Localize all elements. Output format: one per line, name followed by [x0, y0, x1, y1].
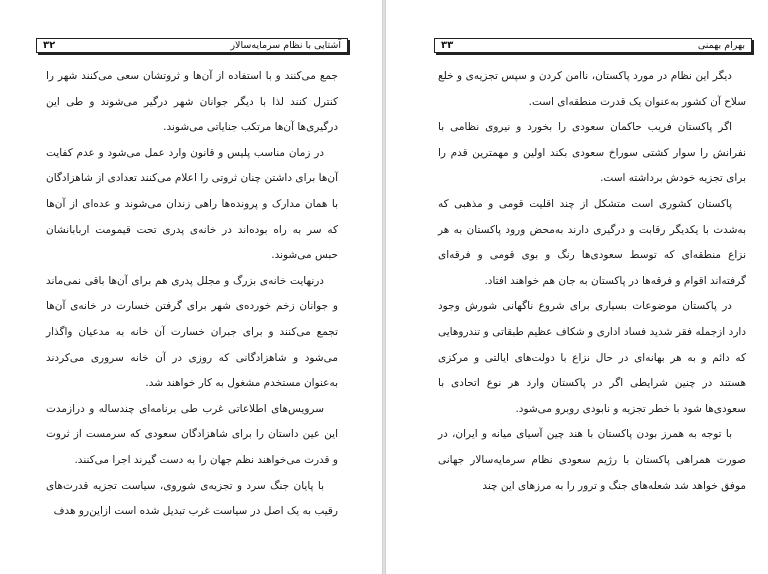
- paragraph: اگر پاکستان فریب حاکمان سعودی را بخورد و نیروی نظامی با نفرانش را سوار کشتی سوراخ سعودی بکند اولین و مهمترین قدم را برای تجزیه خودش برداشته است.: [438, 121, 746, 185]
- paragraph: جمع می‌کنند و با استفاده از آن‌ها و ثروتشان سعی می‌کنند شهر را کنترل کنند لذا با دیگر جوانان شهر درگیر می‌شوند و طی این درگیری‌ها آن‌ها مرتکب جنایاتی می‌شوند.: [46, 70, 338, 134]
- left-page-body: [46, 64, 338, 525]
- left-page: [0, 0, 382, 574]
- left-page-number: ۳۲: [43, 40, 56, 51]
- paragraph: پاکستان کشوری است متشکل از چند اقلیت قومی و مذهبی که به‌شدت با یکدیگر رقابت و درگیری دارند به‌محض ورود پاکستان به هر نزاع منطقه‌ای که توسط سعودی‌ها رنگ و بوی قومی و فرقه‌ای گرفته‌اند اقوام و فرقه‌ها در پاکستان به جان هم خواهند افتاد.: [438, 197, 746, 287]
- paragraph: با توجه به همرز بودن پاکستان با هند چین آسیای میانه و ایران، در صورت همراهی پاکستان با رژیم سعودی نظام سرمایه‌سالار جهانی موفق خواهد شد شعله‌های جنگ و ترور را به مرزهای این چند: [438, 428, 746, 492]
- paragraph: در زمان مناسب پلیس و قانون وارد عمل می‌شود و عدم کفایت آن‌ها برای داشتن چنان ثروتی را اعلام می‌کنند تعدادی از شاهزادگان با همان مدارک و پرونده‌ها راهی زندان می‌شوند و عده‌ای از آن‌ها که سر به راه بوده‌اند در خانه‌ی پدری تحت قیمومت اربابانشان حبس می‌شوند.: [46, 146, 338, 262]
- paragraph: دیگر این نظام در مورد پاکستان، ناامن کردن و سپس تجزیه‌ی و خلع سلاح آن کشور به‌عنوان یک قدرت منطقه‌ای است.: [438, 70, 746, 108]
- left-page-header-title: آشتایی با نظام سرمایه‌سالار: [230, 40, 341, 51]
- right-page-header-title: بهرام بهمنی: [697, 40, 745, 51]
- paragraph: سرویس‌های اطلاعاتی غرب طی برنامه‌ای چندساله و درازمدت این عین داستان را برای شاهزادگان سعودی که سرمست از ثروت و قدرت می‌خواهند نظم جهان را به دست گیرند اجرا می‌کنند.: [46, 402, 338, 466]
- right-page-header: [434, 38, 752, 53]
- right-page-number: ۳۳: [441, 40, 454, 51]
- paragraph: با پایان جنگ سرد و تجزیه‌ی شوروی، سیاست تجزیه قدرت‌های رقیب به یک اصل در سیاست غرب تبدیل شده است ازاین‌رو هدف: [46, 479, 338, 518]
- paragraph: در پاکستان موضوعات بسیاری برای شروع ناگهانی شورش وجود دارد ازجمله فقر شدید فساد اداری و شکاف عظیم طبقاتی و تندروهایی که دائم و به هر بهانه‌ای در حال نزاع با دولت‌های ایالتی و مرکزی هستند در چنین شرایطی اگر در پاکستان وارد هر نوع اتحادی با سعودی‌ها شود با خطر تجزیه و نابودی روبرو می‌شود.: [438, 300, 746, 415]
- left-page-header: [36, 38, 348, 53]
- paragraph: درنهایت خانه‌ی بزرگ و مجلل پدری هم برای آن‌ها باقی نمی‌ماند و جوانان زخم خورده‌ی شهر برای گرفتن خسارت در خانه‌ی آن‌ها تجمع می‌کنند و برای جبران خسارت آن خانه به مدعیان واگذار می‌شود و شاهزادگانی که روزی در آن خانه سروری می‌کردند به‌عنوان مستخدم مشغول به کار خواهند شد.: [46, 274, 338, 390]
- right-page-body: [438, 64, 746, 499]
- right-page: [386, 0, 768, 574]
